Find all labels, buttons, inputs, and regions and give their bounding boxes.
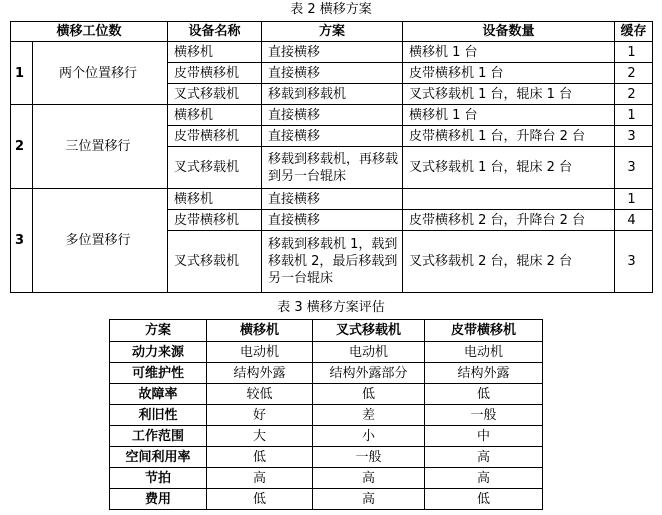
value-cell: 高 [313, 489, 425, 510]
header-traverse-machine: 横移机 [207, 320, 313, 342]
station-type: 多位置移行 [33, 189, 168, 293]
value-cell: 较低 [207, 384, 313, 405]
table2-header-row [11, 22, 653, 42]
group-number: 2 [11, 105, 33, 189]
qty-cell: 叉式移载机 1 台，辊床 1 台 [403, 84, 615, 105]
criterion-label: 故障率 [110, 384, 207, 405]
qty-cell: 横移机 1 台 [403, 105, 615, 126]
value-cell: 高 [207, 468, 313, 489]
value-cell: 一般 [313, 447, 425, 468]
scheme-cell: 直接横移 [262, 126, 403, 147]
table-row [110, 489, 543, 510]
value-cell: 差 [313, 405, 425, 426]
header-device-qty: 设备数量 [403, 22, 615, 42]
scheme-cell: 直接横移 [262, 189, 403, 210]
scheme-cell: 直接横移 [262, 42, 403, 63]
scheme-cell: 直接横移 [262, 210, 403, 231]
qty-cell: 叉式移载机 1 台，辊床 2 台 [403, 147, 615, 189]
station-type: 三位置移行 [33, 105, 168, 189]
header-station-count: 横移工位数 [11, 22, 168, 42]
value-cell: 低 [313, 384, 425, 405]
qty-cell: 皮带横移机 2 台，升降台 2 台 [403, 210, 615, 231]
buffer-cell: 3 [615, 231, 653, 293]
value-cell: 小 [313, 426, 425, 447]
buffer-cell: 1 [615, 189, 653, 210]
table-row [110, 384, 543, 405]
group-number: 1 [11, 42, 33, 105]
value-cell: 结构外露 [425, 363, 543, 384]
criterion-label: 利旧性 [110, 405, 207, 426]
table-row [110, 342, 543, 363]
value-cell: 一般 [425, 405, 543, 426]
criterion-label: 可维护性 [110, 363, 207, 384]
header-fork-transfer: 叉式移载机 [313, 320, 425, 342]
scheme-cell: 直接横移 [262, 63, 403, 84]
criterion-label: 工作范围 [110, 426, 207, 447]
table-row [110, 426, 543, 447]
buffer-cell: 3 [615, 126, 653, 147]
device-cell: 皮带横移机 [168, 126, 262, 147]
value-cell: 结构外露 [207, 363, 313, 384]
device-cell: 皮带横移机 [168, 210, 262, 231]
header-scheme: 方案 [110, 320, 207, 342]
table-row [110, 447, 543, 468]
value-cell: 高 [425, 468, 543, 489]
table3-caption: 表 3 横移方案评估 [277, 300, 385, 315]
buffer-cell: 2 [615, 84, 653, 105]
device-cell: 叉式移载机 [168, 84, 262, 105]
qty-cell [403, 189, 615, 210]
header-device-name: 设备名称 [168, 22, 262, 42]
table-row [11, 189, 653, 210]
table-row [11, 42, 653, 63]
buffer-cell: 1 [615, 42, 653, 63]
value-cell: 结构外露部分 [313, 363, 425, 384]
table2-caption: 表 2 横移方案 [290, 2, 372, 17]
table-row [11, 105, 653, 126]
scheme-cell: 移载到移载机，再移载到另一台辊床 [262, 147, 403, 189]
qty-cell: 横移机 1 台 [403, 42, 615, 63]
group-number: 3 [11, 189, 33, 293]
value-cell: 低 [207, 447, 313, 468]
header-buffer: 缓存 [615, 22, 653, 42]
evaluation-table [109, 319, 543, 510]
station-type: 两个位置移行 [33, 42, 168, 105]
table-row [110, 363, 543, 384]
value-cell: 低 [425, 384, 543, 405]
device-cell: 横移机 [168, 189, 262, 210]
device-cell: 叉式移载机 [168, 147, 262, 189]
criterion-label: 动力来源 [110, 342, 207, 363]
value-cell: 低 [207, 489, 313, 510]
device-cell: 叉式移载机 [168, 231, 262, 293]
device-cell: 皮带横移机 [168, 63, 262, 84]
table-row [110, 405, 543, 426]
buffer-cell: 1 [615, 105, 653, 126]
criterion-label: 空间利用率 [110, 447, 207, 468]
value-cell: 高 [425, 447, 543, 468]
value-cell: 中 [425, 426, 543, 447]
scheme-cell: 移载到移载机 [262, 84, 403, 105]
device-cell: 横移机 [168, 42, 262, 63]
qty-cell: 皮带横移机 1 台 [403, 63, 615, 84]
scheme-table [10, 21, 653, 293]
header-scheme: 方案 [262, 22, 403, 42]
buffer-cell: 4 [615, 210, 653, 231]
value-cell: 电动机 [207, 342, 313, 363]
table-row [110, 468, 543, 489]
header-belt-traverse: 皮带横移机 [425, 320, 543, 342]
table3-header-row [110, 320, 543, 342]
scheme-cell: 移载到移载机 1，载到移载机 2，最后移载到另一台辊床 [262, 231, 403, 293]
scheme-cell: 直接横移 [262, 105, 403, 126]
buffer-cell: 2 [615, 63, 653, 84]
qty-cell: 叉式移载机 2 台，辊床 2 台 [403, 231, 615, 293]
qty-cell: 皮带横移机 1 台，升降台 2 台 [403, 126, 615, 147]
value-cell: 电动机 [313, 342, 425, 363]
buffer-cell: 3 [615, 147, 653, 189]
value-cell: 高 [313, 468, 425, 489]
value-cell: 好 [207, 405, 313, 426]
value-cell: 电动机 [425, 342, 543, 363]
criterion-label: 费用 [110, 489, 207, 510]
value-cell: 低 [425, 489, 543, 510]
value-cell: 大 [207, 426, 313, 447]
criterion-label: 节拍 [110, 468, 207, 489]
device-cell: 横移机 [168, 105, 262, 126]
